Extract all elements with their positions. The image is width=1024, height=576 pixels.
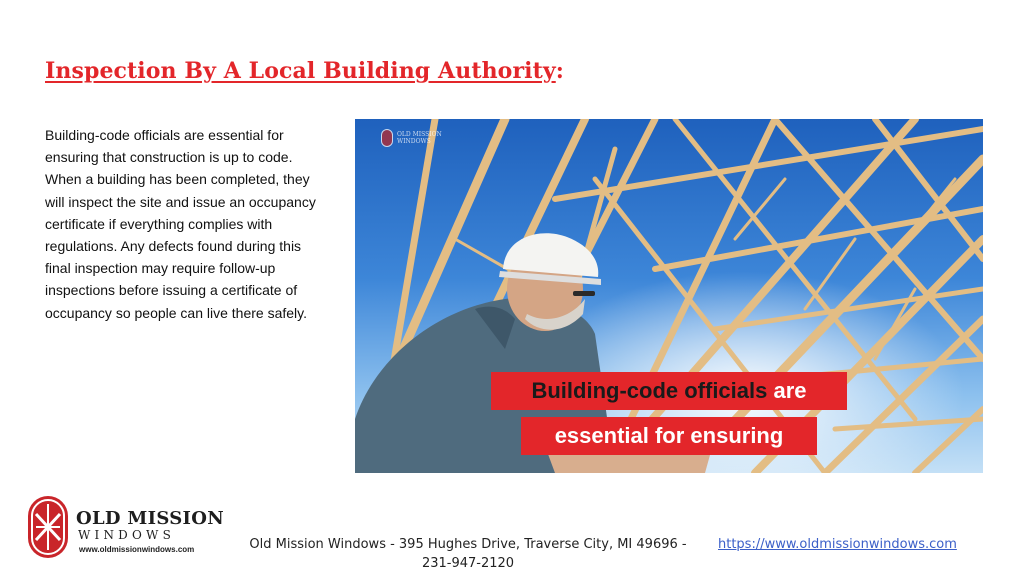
slide-title-colon: : (555, 58, 564, 84)
photo-watermark (381, 129, 442, 147)
inspector-photo (355, 119, 983, 473)
watermark-line1: OLD MISSION (397, 131, 442, 138)
caption-light-text: are (767, 378, 807, 403)
slide-title (45, 58, 564, 84)
logo-url: www.oldmissionwindows.com (79, 545, 195, 554)
photo-caption-line1 (491, 372, 847, 410)
company-logo (26, 494, 225, 560)
footer-address: Old Mission Windows - 395 Hughes Drive, Traverse City, MI 49696 - 231-947-2120 (249, 537, 687, 571)
website-link[interactable]: https://www.oldmissionwindows.com (718, 537, 957, 552)
body-paragraph: Building-code officials are essential for ensuring that construction is up to code. When a building has been completed, they will inspect the site and issue an occupancy certificate if everything complies with regulations. Any defects found during this final inspection may require follow-up inspections before issuing a certificate of occupancy so people can live there safely. (45, 127, 316, 321)
watermark-line2: WINDOWS (397, 138, 431, 145)
slide-title-text: Inspection By A Local Building Authority (45, 58, 556, 84)
photo-caption-line2: essential for ensuring (521, 417, 817, 455)
logo-subtitle: WINDOWS (78, 528, 175, 542)
logo-name: OLD MISSION (76, 508, 225, 529)
old-mission-logo-icon (26, 494, 70, 560)
watermark-logo-icon (381, 129, 393, 147)
caption-dark-text: Building-code officials (531, 378, 768, 403)
